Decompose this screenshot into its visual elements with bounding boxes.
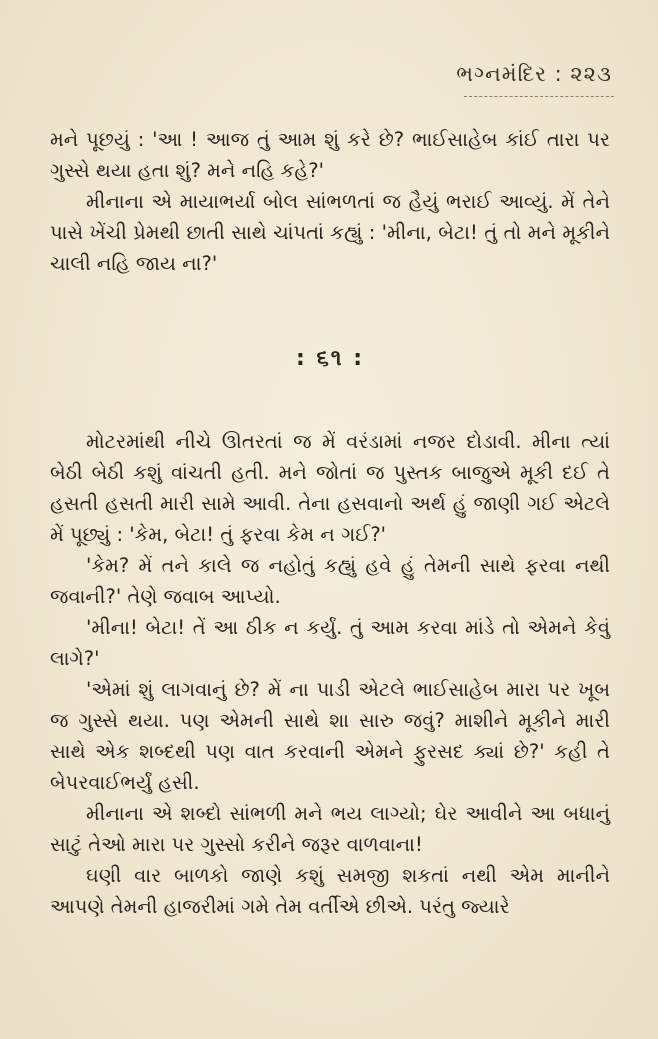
page-body bbox=[50, 124, 610, 922]
paragraph: મીનાના એ શબ્દો સાંભળી મને ભય લાગ્યો; ઘેર આવીને આ બધાનું સાટું તેઓ મારા પર ગુસ્સો કરીને જરૂર વાળવાના! bbox=[50, 802, 610, 856]
paragraph: 'એમાં શું લાગવાનું છે? મેં ના પાડી એટલે ભાઈસાહેબ મારા પર ખૂબ જ ગુસ્સે થયા. પણ એમની સાથે શા સારુ જવું? માશીને મૂકીને મારી સાથે એક શબ્દથી પણ વાત કરવાની એમને ફુરસદ ક્યાં છે?' કહી તે બેપરવાઈભર્યું હસી. bbox=[50, 678, 610, 794]
paragraph: મીનાના એ માયાભર્યા બોલ સાંભળતાં જ હૈયું ભરાઈ આવ્યું. મેં તેને પાસે ખેંચી પ્રેમથી છાતી સાથે ચાંપતાં કહ્યું : 'મીના, બેટા! તું તો મને મૂકીને ચાલી નહિ જાય ના?' bbox=[50, 190, 610, 275]
section-marker: : ૬૧ : bbox=[295, 346, 364, 371]
paragraph: ઘણી વાર બાળકો જાણે કશું સમજી શકતાં નથી એમ માનીને આપણે તેમની હાજરીમાં ગમે તેમ વર્તીએ છીએ. પરંતુ જ્યારે bbox=[50, 864, 610, 918]
paragraph: મને પૂછયું : 'આ ! આજ તું આમ શું કરે છે? ભાઈસાહેબ કાંઈ તારા પર ગુસ્સે થયા હતા શું? મને નહિ કહે?' bbox=[50, 128, 610, 182]
paragraph: મોટરમાંથી નીચે ઊતરતાં જ મેં વરંડામાં નજર દોડાવી. મીના ત્યાં બેઠી બેઠી કશું વાંચતી હતી. મને જોતાં જ પુસ્તક બાજુએ મૂકી દઈ તે હસતી હસતી મારી સામે આવી. તેના હસવાનો અર્થ હું જાણી ગઈ એટલે મેં પૂછ્યું : 'કેમ, બેટા! તું ફરવા કેમ ન ગઈ?' bbox=[50, 430, 610, 546]
running-header: ભગ્નમંદિર : ૨૨૩ bbox=[456, 62, 612, 86]
header-underline bbox=[464, 96, 614, 97]
paragraph: 'કેમ? મેં તને કાલે જ નહોતું કહ્યું હવે હું તેમની સાથે ફરવા નથી જવાની?' તેણે જવાબ આપ્યો. bbox=[50, 554, 610, 608]
paragraph: 'મીના! બેટા! તેં આ ઠીક ન કર્યું. તું આમ કરવા માંડે તો એમને કેવું લાગે?' bbox=[50, 616, 610, 670]
